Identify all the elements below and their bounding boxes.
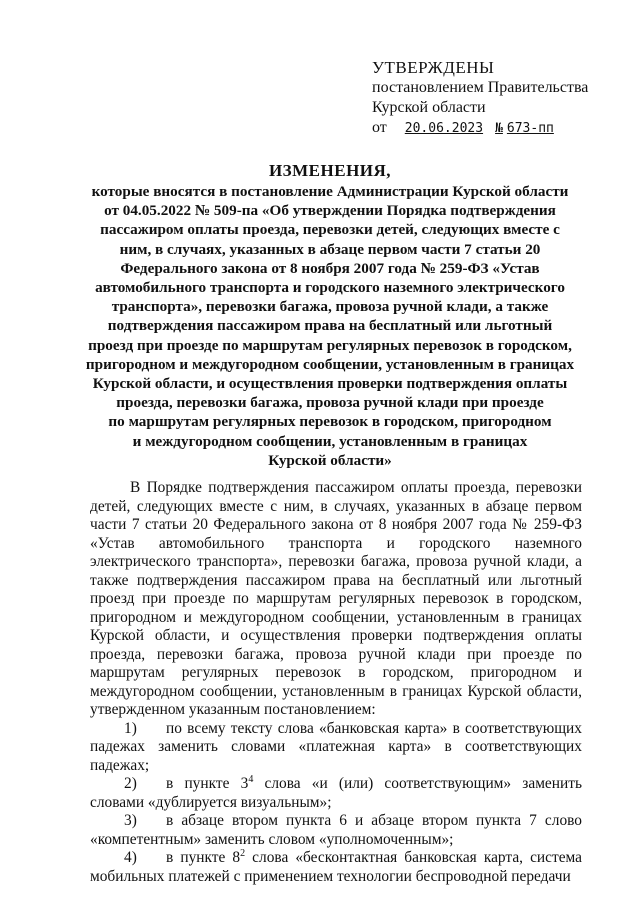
title-line: и междугородном сообщении, установленным в границах [132,432,528,450]
title-line: Федерального закона от 8 ноября 2007 года № 259-ФЗ «Устав [120,259,540,277]
approval-stamp [372,58,622,139]
intro-paragraph: В Порядке подтверждения пассажиром оплаты проезда, перевозки детей, следующих вместе с ним, в случаях, указанных в абзаце первом части 7 статьи 20 Федерального закона от 8 ноября 2007 года № 259-ФЗ «Устав автомобильного транспорта и городского наземного электрического транспорта», перевозки багажа, провоза ручной клади, а также подтверждения пассажиром права на бесплатный или льготный проезд при проезде по маршрутам регулярных перевозок в городском, пригородном и междугородном сообщении, установленным в границах Курской области, и осуществления проверки подтверждения оплаты проезда, перевозки багажа, провоза ручной клади при проезде по маршрутам регулярных перевозок в городском, пригородном и междугородном сообщении, установленным в границах Курской области, утвержденном указанным постановлением: [90,479,582,718]
approval-heading: УТВЕРЖДЕНЫ [372,58,495,77]
title-line: проезда, перевозки багажа, провоза ручной клади при проезде [116,394,544,412]
title-line: Курской области, и осуществления проверки подтверждения оплаты [92,375,568,393]
item-text-post: слова «и (или) соответствующим» заменить словами «дублируется визуальным»; [90,775,582,811]
title-main: ИЗМЕНЕНИЯ, [268,161,392,180]
approval-date: 20.06.2023 [404,121,484,136]
document-body [90,479,582,886]
item-number: 4) [124,849,137,866]
item-text: в абзаце втором пункта 6 и абзаце втором пункта 7 слово «компетентным» заменить словом «уполномоченным»; [90,812,582,848]
approval-line-2: Курской области [372,99,486,116]
amendment-item-2 [90,775,582,812]
title-line: Курской области» [268,451,392,469]
document-title [80,161,580,470]
title-line: по маршрутам регулярных перевозок в городском, пригородном [108,413,552,431]
item-superscript: 4 [248,773,254,785]
item-text: по всему тексту слова «банковская карта» в соответствующих падежах заменить словами «платежная карта» в соответствующих падежах; [90,719,582,774]
approval-number-label: № [495,121,503,136]
title-line: пригородном и междугородном сообщении, установленным в границах [85,355,575,373]
item-text-post: слова «бесконтактная банковская карта, система мобильных платежей с применением технологии беспроводной передачи [90,849,582,885]
item-number: 1) [124,719,137,737]
approval-number: 673-пп [506,121,554,136]
item-number: 3) [124,812,137,829]
item-text-pre: в пункте 3 [166,775,249,792]
title-line: транспорта», перевозки багажа, провоза ручной клади, а также [111,298,549,316]
title-line: которые вносятся в постановление Администрации Курской области [91,183,569,200]
approval-line-1: постановлением Правительства [372,79,589,96]
title-line: подтверждения пассажиром права на бесплатный или льготный [107,317,553,335]
item-superscript: 2 [240,847,246,859]
amendment-item-4 [90,849,582,886]
approval-from-label: от [372,119,387,136]
approval-date-number [372,118,622,139]
title-line: от 04.05.2022 № 509-па «Об утверждении Порядка подтверждения [104,202,556,220]
item-text-pre: в пункте 8 [166,849,241,866]
amendment-item-3 [90,812,582,849]
title-line: пассажиром оплаты проезда, перевозки детей, следующих вместе с [100,221,560,239]
title-line: автомобильного транспорта и городского наземного электрического [95,279,565,297]
amendment-item-1 [90,720,582,776]
title-line: ним, в случаях, указанных в абзаце первом части 7 статьи 20 [119,240,541,258]
item-number: 2) [124,775,137,792]
title-line: проезд при проезде по маршрутам регулярных перевозок в городском, [88,336,572,354]
